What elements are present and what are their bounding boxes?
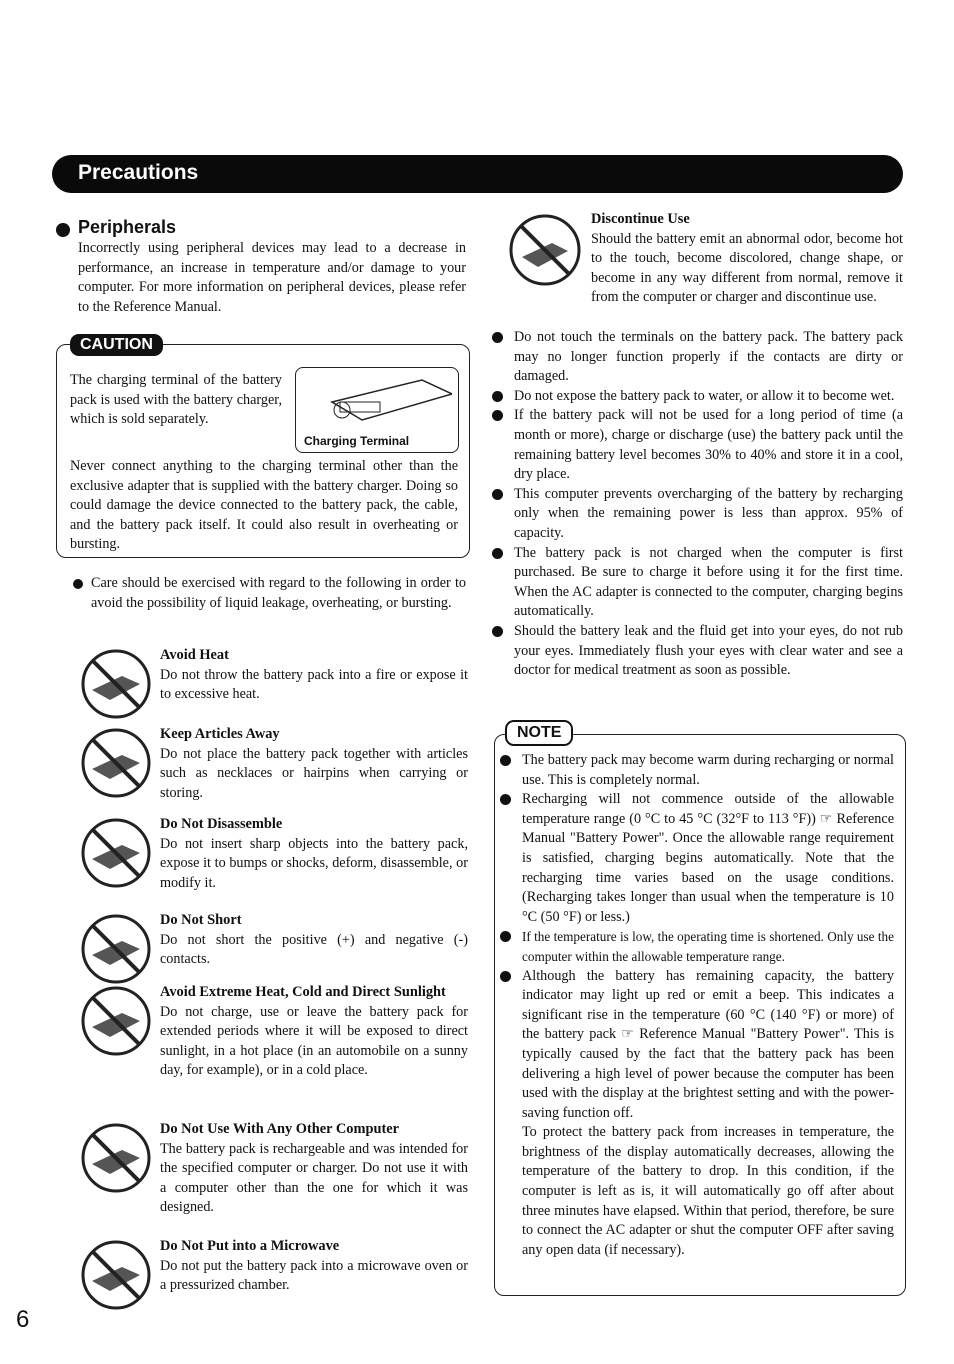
list-item: The battery pack is not charged when the computer is first purchased. Be sure to charge it before using it for the first time. When the AC adapter is connected to the computer, charging begins automatically. [490, 544, 903, 622]
caution-intro: The charging terminal of the battery pack is used with the battery charger, which is sold separately. [70, 372, 282, 428]
charging-terminal-figure [295, 367, 459, 453]
note-b4b: To protect the battery pack from increases in temperature, the brightness of the display automatically decreases, allowing the temperature of the battery to drop. In this condition, if the computer is left as is, it will automatically go off after about three minutes have elapsed. Within that period, therefore, be sure to connect the AC adapter or shut the computer OFF after saving any open data (if necessary). [522, 1124, 894, 1258]
note-list [498, 751, 894, 1260]
warning-text: Do not charge, use or leave the battery pack for extended periods where it will be exposed to direct sunlight, in a hot place (in an automobile on a sunny day, for example), or in a cold place. [160, 1003, 468, 1079]
caution-tag: CAUTION [70, 334, 163, 356]
discontinue-title: Discontinue Use [591, 211, 690, 227]
discontinue-text: Should the battery emit an abnormal odor, become hot to the touch, become discolored, change shape, or become in any way different from normal, remove it from the computer or charger and discontinue use. [591, 230, 903, 306]
warning-title: Keep Articles Away [160, 726, 280, 742]
no-metal-icon [80, 727, 152, 799]
caution-text: Never connect anything to the charging terminal other than the exclusive adapter that is supplied with the battery charger. Doing so could damage the device connected to the battery pack, the cable, and the battery pack itself. It could also result in overheating or bursting. [70, 458, 458, 553]
warning-title: Do Not Put into a Microwave [160, 1238, 340, 1254]
section-banner [52, 155, 903, 193]
warning-text: Do not throw the battery pack into a fire or expose it to excessive heat. [160, 666, 468, 703]
warning-item [160, 911, 468, 970]
no-smoke-icon [508, 213, 582, 287]
warning-item [160, 725, 468, 803]
list-item: Should the battery leak and the fluid get into your eyes, do not rub your eyes. Immediately flush your eyes with clear water and see a doctor for medical treatment as soon as possible. [490, 622, 903, 681]
no-other-computer-icon [80, 1122, 152, 1194]
care-text: Care should be exercised with regard to the following in order to avoid the possibility of liquid leakage, overheating, or bursting. [91, 575, 466, 611]
warning-item [160, 815, 468, 893]
list-item: This computer prevents overcharging of the battery by recharging only when the remaining power is less than approx. 95% of capacity. [490, 485, 903, 544]
peripherals-heading: Peripherals [78, 217, 177, 237]
bullet-icon [73, 579, 83, 589]
warning-text: The battery pack is rechargeable and was intended for the specified computer or charger. Do not use it with a computer other than the one for which it was designed. [160, 1140, 468, 1216]
list-item: Recharging will not commence outside of the allowable temperature range (0 °C to 45 °C (32°F to 113 °F)) ☞ Reference Manual "Battery Power". Once the allowable range requirement is satisfied, charging begins automatically. Note that the recharging time varies based on the usage conditions. (Recharging takes longer than usual when the temperature is 10 °C (50 °F) or less.) [498, 790, 894, 927]
warning-item [160, 983, 468, 1081]
no-disassemble-icon [80, 817, 152, 889]
no-short-icon [80, 913, 152, 985]
note-tag: NOTE [505, 720, 573, 746]
discontinue-block [591, 210, 903, 308]
warning-text: Do not put the battery pack into a microwave oven or a pressurized chamber. [160, 1257, 468, 1294]
battery-terminal-icon [302, 372, 452, 432]
list-item: If the battery pack will not be used for a long period of time (a month or more), charge or discharge (use) the battery pack until the remaining battery level becomes 30% to 40% and store it in a cool, dry place. [490, 406, 903, 484]
peripherals-text: Incorrectly using peripheral devices may lead to a decrease in performance, an increase in temperature and/or damage to your computer. For more information on peripheral devices, please refer to the Reference Manual. [78, 240, 466, 315]
list-item: If the temperature is low, the operating time is shortened. Only use the computer within the allowable temperature range. [498, 927, 894, 966]
warning-title: Do Not Use With Any Other Computer [160, 1121, 400, 1137]
list-item: Do not expose the battery pack to water, or allow it to become wet. [490, 387, 903, 407]
list-item: Do not touch the terminals on the battery pack. The battery pack may no longer function properly if the contacts are dirty or damaged. [490, 328, 903, 387]
no-sun-icon [80, 985, 152, 1057]
warning-item [160, 646, 468, 705]
charging-terminal-label: Charging Terminal [304, 434, 410, 448]
warning-item [160, 1237, 468, 1296]
bullet-icon [56, 223, 70, 237]
banner-title: Precautions [78, 161, 199, 184]
page-number: 6 [16, 1306, 30, 1333]
list-item: The battery pack may become warm during recharging or normal use. This is completely normal. [498, 751, 894, 790]
no-fire-icon [80, 648, 152, 720]
list-item [498, 967, 894, 1261]
no-microwave-icon [80, 1239, 152, 1311]
note-b4a: Although the battery has remaining capacity, the battery indicator may light up red or emit a beep. This indicates a significant rise in the temperature (60 °C (140 °F) or more) of the battery pack ☞ Reference Manual "Battery Power". This is typically caused by the fact that the battery pack has been delivering a high level of power because the computer has been used with the display at the brightest setting and with the power-saving function off. [522, 967, 894, 1121]
warning-text: Do not insert sharp objects into the battery pack, expose it to bumps or shocks, deform, disassemble, or modify it. [160, 835, 468, 891]
warning-title: Avoid Heat [160, 647, 229, 663]
right-bullet-list [490, 328, 903, 681]
warning-title: Do Not Short [160, 912, 242, 928]
warning-title: Avoid Extreme Heat, Cold and Direct Sunlight [160, 984, 446, 1000]
warning-text: Do not short the positive (+) and negative (-) contacts. [160, 931, 468, 968]
warning-title: Do Not Disassemble [160, 816, 283, 832]
warning-item [160, 1120, 468, 1218]
warning-text: Do not place the battery pack together with articles such as necklaces or hairpins when carrying or storing. [160, 745, 468, 801]
